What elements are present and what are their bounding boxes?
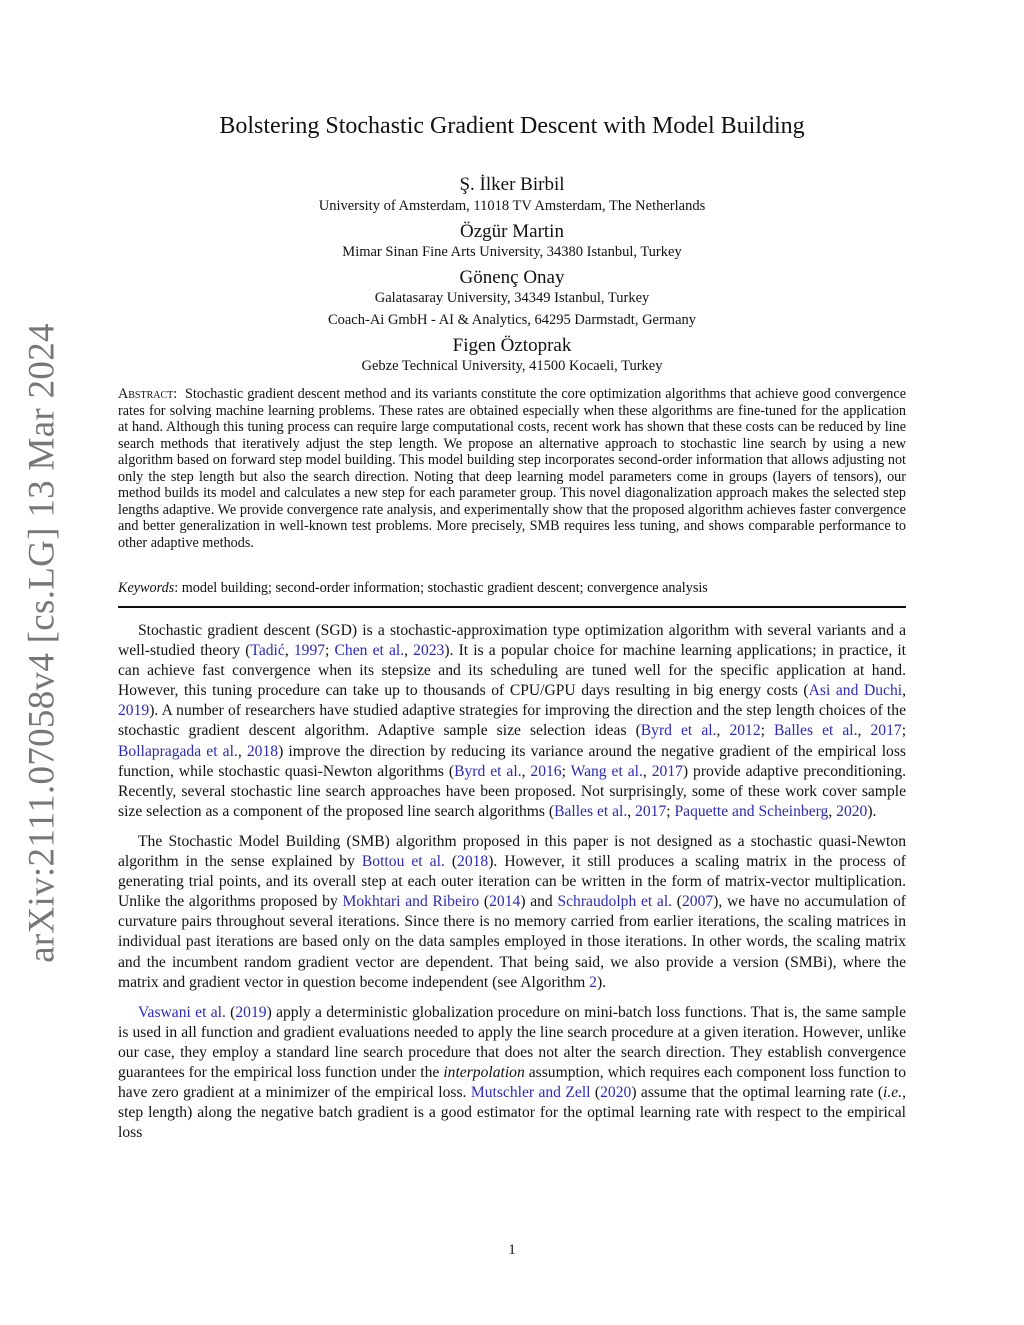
citation-link[interactable]: 2017 (635, 802, 667, 820)
text-run: ). However, it still produces a scaling matrix in the process of generating trial points, and its overall step at each outer iteration can be written in the form of matrix-vector multiplication. Unlike the algorithms proposed by (118, 853, 906, 911)
text-run: ( (225, 1003, 236, 1021)
author-affiliation: Galatasaray University, 34349 Istanbul, Turkey (374, 290, 650, 306)
citation-link[interactable]: Paquette and Scheinberg (674, 802, 829, 820)
text-run: ). (867, 802, 877, 820)
text-run: , (828, 802, 837, 820)
citation-link[interactable]: 2019 (235, 1003, 267, 1021)
author-name: Figen Öztoprak (452, 335, 572, 356)
text-run: ). It is a popular choice for machine learning applications; in practice, it can achieve fast convergence when its stepsize and its scheduling are tuned well for the specific application at hand. However, this tuning procedure can take up to thousands of CPU/GPU days resulting in big energy costs ( (118, 642, 907, 700)
citation-link[interactable]: 2017 (870, 722, 902, 740)
text-run: , (404, 642, 414, 660)
text-run: ). (596, 973, 607, 991)
citation-link[interactable]: Balles et al. (554, 802, 628, 820)
keywords (118, 580, 906, 597)
keywords-label: Keywords (118, 580, 175, 596)
text-run: , step length) along the negative batch gradient is a good estimator for the optimal learning rate with respect to the empirical loss (118, 1084, 906, 1142)
body-text (118, 621, 906, 1153)
text-run: ), we have no accumulation of curvature pairs throughout several iterations. Since there is no memory carried from earlier iterations, the scaling matrices in individual past iterations are based only on the data samples employed in those iterations. In other words, the scaling matrix and the incumbent random gradient vector are dependent. That being said, we also provide a version (SMBi), where the matrix and gradient vector in question become independent (see Algorithm (118, 893, 906, 991)
paragraph (118, 832, 906, 993)
citation-link[interactable]: 2017 (651, 762, 683, 780)
text-run: Stochastic gradient descent (SGD) is a stochastic-approximation type optimization algorithm with several variants and a well-studied theory ( (118, 622, 906, 660)
citation-link[interactable]: 2007 (681, 893, 714, 911)
citation-link[interactable]: Mutschler and Zell (470, 1084, 591, 1102)
text-run: ) assume that the optimal learning rate ( (631, 1084, 884, 1102)
text-run: ) provide adaptive preconditioning. Recently, several stochastic line search approaches have been proposed. Not surprisingly, some of these work cover sample size selection as a component of the proposed line search algorithms ( (118, 762, 907, 820)
citation-link[interactable]: 2014 (489, 893, 521, 911)
text-run: , (902, 682, 906, 700)
abstract-text: Stochastic gradient descent method and its variants constitute the core optimization algorithms that achieve good convergence rates for solving machine learning problems. These rates are obtained especially when these algorithms are fine-tuned for the application at hand. Although this tuning process can require large computational costs, recent work has shown that these costs can be reduced by line search methods that iteratively adjust the step length. We propose an alternative approach to stochastic line search by using a new algorithm based on forward step model building. This model building step incorporates second-order information that allows adjusting not only the step length but also the search direction. Noting that deep learning model parameters come in groups (layers of tensors), our method builds its model and calculates a new step for each parameter group. This novel diagonalization approach makes the selected step lengths adaptive. We provide convergence rate analysis, and experimentally show that the proposed algorithm achieves faster convergence and better generalization in well-known test problems. More precisely, SMB requires less tuning, and shows comparable performance to other adaptive methods. (118, 386, 906, 551)
citation-link[interactable]: 2019 (118, 702, 150, 720)
citation-link[interactable]: Chen et al. (334, 642, 405, 660)
page-number: 1 (508, 1242, 516, 1258)
citation-link[interactable]: 2018 (246, 742, 279, 760)
keywords-text: : model building; second-order information; stochastic gradient descent; convergence analysis (174, 580, 708, 596)
text-run: ( (444, 853, 458, 871)
abstract (118, 386, 906, 551)
text-run: ( (590, 1084, 601, 1102)
citation-link[interactable]: Byrd et al. (640, 722, 717, 740)
author-affiliation: University of Amsterdam, 11018 TV Amsterdam, The Netherlands (318, 198, 706, 214)
paragraph (118, 1003, 906, 1144)
section-divider (118, 606, 906, 608)
text-run: , (642, 762, 652, 780)
text-run: ) and (520, 893, 558, 911)
citation-link[interactable]: Tadić (250, 642, 285, 660)
citation-link[interactable]: Bollapragada et al. (118, 742, 238, 760)
emphasis: i.e. (883, 1084, 903, 1102)
author-name: Ş. İlker Birbil (459, 174, 565, 195)
text-run: ; (561, 762, 571, 780)
author-affiliation: Coach-Ai GmbH - AI & Analytics, 64295 Darmstadt, Germany (327, 312, 697, 328)
citation-link[interactable]: 1997 (293, 642, 326, 660)
citation-link[interactable]: 2016 (530, 762, 562, 780)
citation-link[interactable]: 2 (589, 973, 597, 991)
text-run: ; (901, 722, 907, 740)
citation-link[interactable]: Wang et al. (570, 762, 643, 780)
author-name: Özgür Martin (460, 221, 564, 242)
text-run: ( (672, 893, 682, 911)
emphasis: interpolation (443, 1063, 525, 1081)
citation-link[interactable]: Balles et al. (774, 722, 858, 740)
text-run: ; (325, 642, 335, 660)
citation-link[interactable]: 2023 (413, 642, 445, 660)
citation-link[interactable]: Byrd et al. (454, 762, 522, 780)
paragraph (118, 621, 906, 822)
text-run: The Stochastic Model Building (SMB) algorithm proposed in this paper is not designed as a stochastic quasi-Newton algorithm in the sense explained by (118, 832, 906, 871)
citation-link[interactable]: Bottou et al. (361, 853, 445, 871)
citation-link[interactable]: Vaswani et al. (138, 1003, 226, 1021)
abstract-label: Abstract: (118, 386, 178, 402)
citation-link[interactable]: Mokhtari and Ribeiro (342, 893, 480, 911)
text-run: , (521, 762, 531, 780)
text-run: , (716, 722, 730, 740)
text-run: ) apply a deterministic globalization procedure on mini-batch loss functions. That is, the same sample is used in all function and gradient evaluations needed to apply the line search procedure at a given iteration. However, unlike our case, they employ a standard line search procedure that does not alter the search direction. They establish convergence guarantees for the empirical loss function under the (118, 1003, 906, 1081)
text-run: ; (666, 802, 675, 820)
text-run: , (627, 802, 636, 820)
text-run: , (284, 642, 294, 660)
text-run: assumption, which requires each component loss function to have zero gradient at a minimizer of the empirical loss. (118, 1063, 906, 1102)
citation-link[interactable]: 2020 (836, 802, 868, 820)
text-run: , (857, 722, 871, 740)
citation-link[interactable]: Schraudolph et al. (557, 893, 673, 911)
arxiv-identifier: arXiv:2111.07058v4 [cs.LG] 13 Mar 2024 (21, 323, 63, 963)
text-run: ). A number of researchers have studied adaptive strategies for improving the direction and the step length choices of the stochastic gradient descent algorithm. Adaptive sample size selection ideas ( (118, 702, 906, 740)
author-affiliation: Gebze Technical University, 41500 Kocaeli, Turkey (361, 358, 663, 374)
author-affiliation: Mimar Sinan Fine Arts University, 34380 Istanbul, Turkey (342, 244, 682, 260)
text-run: ) improve the direction by reducing its variance around the negative gradient of the empirical loss function, while stochastic quasi-Newton algorithms ( (118, 742, 906, 780)
citation-link[interactable]: 2012 (729, 722, 761, 740)
citation-link[interactable]: 2018 (457, 853, 489, 871)
text-run: , (237, 742, 247, 760)
text-run: ( (479, 893, 490, 911)
citation-link[interactable]: Asi and Duchi (808, 682, 903, 700)
paper-title: Bolstering Stochastic Gradient Descent with Model Building (219, 113, 805, 139)
citation-link[interactable]: 2020 (600, 1084, 632, 1102)
author-name: Gönenç Onay (459, 267, 565, 288)
text-run: ; (760, 722, 775, 740)
